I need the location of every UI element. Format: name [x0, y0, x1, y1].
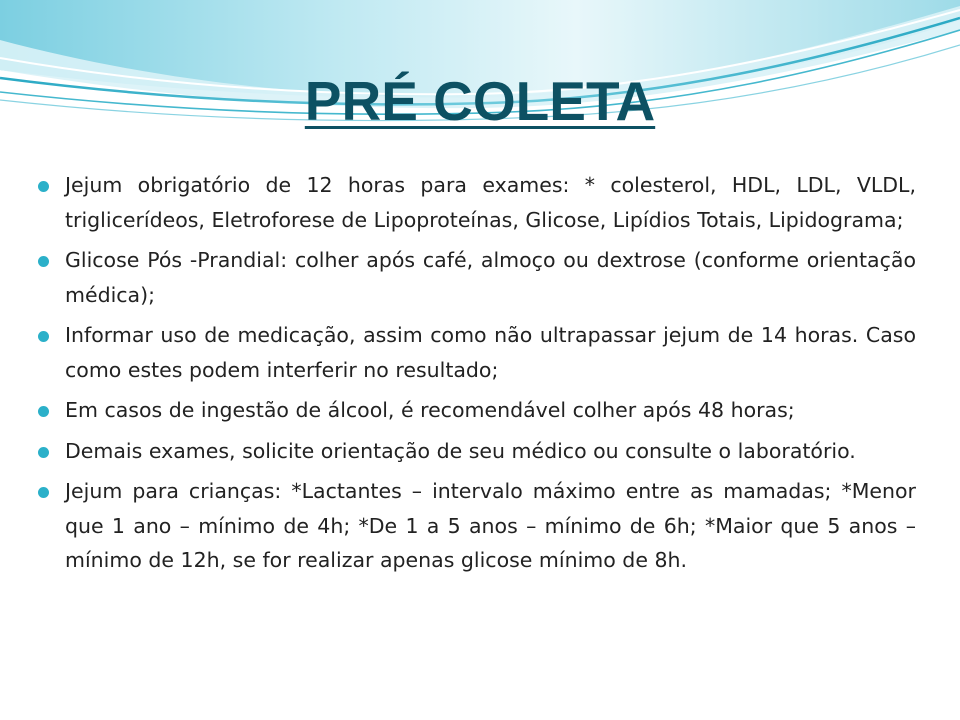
bullet-dot-icon — [38, 256, 49, 267]
bullet-item-medication — [36, 318, 916, 387]
bullet-dot-icon — [38, 331, 49, 342]
bullet-text: Glicose Pós -Prandial: colher após café, almoço ou dextrose (conforme orientação médica); — [65, 248, 916, 307]
bullet-text: Informar uso de medicação, assim como não ultrapassar jejum de 14 horas. Caso como estes podem interferir no resultado; — [65, 323, 916, 382]
bullet-dot-icon — [38, 487, 49, 498]
bullet-text: Em casos de ingestão de álcool, é recomendável colher após 48 horas; — [65, 398, 795, 422]
slide-title: PRÉ COLETA — [304, 70, 656, 132]
bullet-dot-icon — [38, 181, 49, 192]
bullet-text: Jejum para crianças: *Lactantes – intervalo máximo entre as mamadas; *Menor que 1 ano – mínimo de 4h; *De 1 a 5 anos – mínimo de 6h; *Maior que 5 anos – mínimo de 12h, se for realizar apenas glicose mínimo de 8h. — [65, 479, 916, 572]
bullet-item-other-exams — [36, 434, 916, 469]
bullet-item-alcohol — [36, 393, 916, 428]
bullet-dot-icon — [38, 406, 49, 417]
bullet-item-children-fasting — [36, 474, 916, 578]
bullet-item-glucose-postprandial — [36, 243, 916, 312]
bullet-text: Demais exames, solicite orientação de seu médico ou consulte o laboratório. — [65, 438, 856, 463]
bullet-item-fasting-12h — [36, 168, 916, 237]
bullet-list — [36, 168, 916, 584]
bullet-text: Jejum obrigatório de 12 horas para exames: * colesterol, HDL, LDL, VLDL, triglicerídeos, Eletroforese de Lipoproteínas, Glicose, Lipídios Totais, Lipidograma; — [65, 173, 916, 232]
bullet-dot-icon — [38, 447, 49, 458]
